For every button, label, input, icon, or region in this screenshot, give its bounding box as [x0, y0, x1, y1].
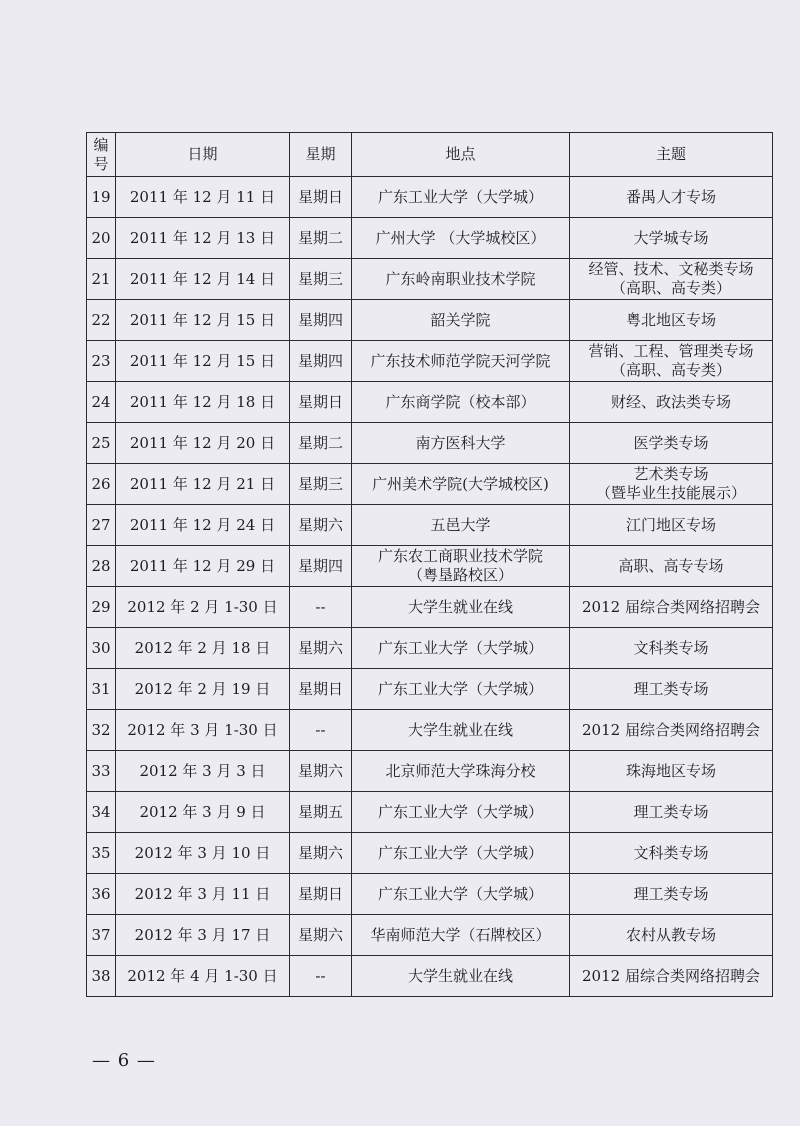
row-number: 23	[87, 341, 116, 382]
row-place	[352, 915, 570, 956]
row-topic	[570, 546, 773, 587]
row-weekday: 星期二	[290, 423, 352, 464]
row-weekday: 星期三	[290, 259, 352, 300]
row-topic	[570, 300, 773, 341]
row-number: 38	[87, 956, 116, 997]
row-number: 19	[87, 177, 116, 218]
table-row	[87, 546, 773, 587]
header-date: 日期	[116, 133, 290, 177]
row-date: 2012 年 3 月 11 日	[116, 874, 290, 915]
table-row	[87, 259, 773, 300]
table-row	[87, 505, 773, 546]
row-number: 25	[87, 423, 116, 464]
row-weekday: --	[290, 710, 352, 751]
row-place	[352, 792, 570, 833]
table-row	[87, 710, 773, 751]
row-place-line: （粤垦路校区）	[407, 566, 513, 584]
row-date: 2012 年 4 月 1-30 日	[116, 956, 290, 997]
row-weekday: 星期六	[290, 505, 352, 546]
row-topic	[570, 177, 773, 218]
page-number: — 6 —	[92, 1050, 156, 1071]
row-topic-line: 理工类专场	[633, 802, 709, 821]
row-place-line: 广东工业大学（大学城）	[377, 884, 543, 903]
row-number: 34	[87, 792, 116, 833]
row-place	[352, 259, 570, 300]
table-row	[87, 300, 773, 341]
row-place-line: 广东工业大学（大学城）	[377, 187, 543, 206]
row-topic	[570, 669, 773, 710]
table-row	[87, 751, 773, 792]
row-number: 27	[87, 505, 116, 546]
table-row	[87, 382, 773, 423]
row-date: 2012 年 2 月 1-30 日	[116, 587, 290, 628]
row-place-line: 广东工业大学（大学城）	[377, 802, 543, 821]
row-topic	[570, 382, 773, 423]
table-row	[87, 464, 773, 505]
row-weekday: 星期二	[290, 218, 352, 259]
row-date: 2012 年 3 月 17 日	[116, 915, 290, 956]
table-row	[87, 833, 773, 874]
row-topic-line: 经管、技术、文秘类专场	[588, 260, 754, 278]
row-date: 2011 年 12 月 18 日	[116, 382, 290, 423]
row-topic	[570, 915, 773, 956]
row-topic-line: 高职、高专专场	[618, 556, 724, 575]
row-date: 2012 年 2 月 19 日	[116, 669, 290, 710]
row-place-line: 广东农工商职业技术学院	[377, 547, 543, 565]
row-number: 31	[87, 669, 116, 710]
row-topic-line: 艺术类专场	[633, 465, 709, 483]
row-topic	[570, 833, 773, 874]
row-number: 24	[87, 382, 116, 423]
row-weekday: 星期六	[290, 915, 352, 956]
row-date: 2011 年 12 月 13 日	[116, 218, 290, 259]
row-topic	[570, 628, 773, 669]
row-topic-line: 江门地区专场	[625, 515, 716, 534]
row-place	[352, 710, 570, 751]
table-row	[87, 341, 773, 382]
row-topic	[570, 587, 773, 628]
row-number: 29	[87, 587, 116, 628]
row-date: 2011 年 12 月 21 日	[116, 464, 290, 505]
table-row	[87, 669, 773, 710]
row-weekday: 星期三	[290, 464, 352, 505]
row-date: 2011 年 12 月 29 日	[116, 546, 290, 587]
row-place-line: 华南师范大学（石牌校区）	[370, 925, 551, 944]
row-number: 20	[87, 218, 116, 259]
row-topic	[570, 341, 773, 382]
table-header-row	[87, 133, 773, 177]
table-row	[87, 874, 773, 915]
row-number: 21	[87, 259, 116, 300]
row-date: 2012 年 3 月 10 日	[116, 833, 290, 874]
header-place: 地点	[352, 133, 570, 177]
row-place-line: 广州大学 （大学城校区）	[375, 228, 546, 247]
row-topic-line: 粤北地区专场	[625, 310, 716, 329]
row-topic-line: 2012 届综合类网络招聘会	[582, 597, 760, 616]
row-place	[352, 382, 570, 423]
row-number: 35	[87, 833, 116, 874]
row-topic-line: 珠海地区专场	[625, 761, 716, 780]
header-weekday: 星期	[290, 133, 352, 177]
row-date: 2011 年 12 月 24 日	[116, 505, 290, 546]
row-place	[352, 833, 570, 874]
row-place-line: 大学生就业在线	[407, 966, 513, 985]
row-place-line: 大学生就业在线	[407, 597, 513, 616]
row-number: 28	[87, 546, 116, 587]
row-place-line: 广东工业大学（大学城）	[377, 843, 543, 862]
row-topic	[570, 751, 773, 792]
row-weekday: 星期四	[290, 546, 352, 587]
table-row	[87, 177, 773, 218]
row-place-line: 广东技术师范学院天河学院	[370, 351, 551, 370]
row-topic-line: 理工类专场	[633, 679, 709, 698]
row-date: 2011 年 12 月 11 日	[116, 177, 290, 218]
row-date: 2012 年 2 月 18 日	[116, 628, 290, 669]
row-number: 26	[87, 464, 116, 505]
table-row	[87, 423, 773, 464]
row-place	[352, 341, 570, 382]
row-number: 30	[87, 628, 116, 669]
row-place	[352, 423, 570, 464]
row-topic	[570, 259, 773, 300]
table-row	[87, 792, 773, 833]
table-row	[87, 956, 773, 997]
row-weekday: 星期六	[290, 833, 352, 874]
row-date: 2012 年 3 月 1-30 日	[116, 710, 290, 751]
row-place	[352, 505, 570, 546]
row-number: 37	[87, 915, 116, 956]
row-place-line: 广东岭南职业技术学院	[385, 269, 536, 288]
row-weekday: 星期日	[290, 177, 352, 218]
row-topic-line: 理工类专场	[633, 884, 709, 903]
row-place-line: 五邑大学	[430, 515, 491, 534]
row-place	[352, 546, 570, 587]
row-topic-line: 财经、政法类专场	[610, 392, 731, 411]
row-weekday: 星期日	[290, 382, 352, 423]
row-number: 32	[87, 710, 116, 751]
header-topic: 主题	[570, 133, 773, 177]
row-place	[352, 464, 570, 505]
header-number: 编 号	[87, 133, 116, 177]
row-weekday: --	[290, 956, 352, 997]
row-weekday: 星期六	[290, 628, 352, 669]
row-topic-line: 大学城专场	[633, 228, 709, 247]
row-weekday: 星期四	[290, 300, 352, 341]
row-weekday: 星期日	[290, 669, 352, 710]
row-topic	[570, 464, 773, 505]
row-place-line: 广东商学院（校本部）	[385, 392, 536, 411]
row-topic	[570, 710, 773, 751]
row-topic-line: 2012 届综合类网络招聘会	[582, 720, 760, 739]
row-date: 2011 年 12 月 15 日	[116, 300, 290, 341]
row-topic	[570, 423, 773, 464]
row-weekday: 星期四	[290, 341, 352, 382]
row-place	[352, 218, 570, 259]
row-date: 2011 年 12 月 15 日	[116, 341, 290, 382]
row-weekday: 星期六	[290, 751, 352, 792]
row-place	[352, 669, 570, 710]
row-weekday: 星期五	[290, 792, 352, 833]
row-topic	[570, 956, 773, 997]
row-place	[352, 751, 570, 792]
row-place-line: 韶关学院	[430, 310, 491, 329]
row-topic-line: 2012 届综合类网络招聘会	[582, 966, 760, 985]
row-date: 2012 年 3 月 9 日	[116, 792, 290, 833]
row-topic	[570, 874, 773, 915]
row-number: 36	[87, 874, 116, 915]
row-place	[352, 300, 570, 341]
row-place	[352, 874, 570, 915]
row-topic-line: 营销、工程、管理类专场	[588, 342, 754, 360]
row-place-line: 南方医科大学	[415, 433, 506, 452]
row-topic	[570, 792, 773, 833]
row-number: 33	[87, 751, 116, 792]
row-number: 22	[87, 300, 116, 341]
row-place-line: 大学生就业在线	[407, 720, 513, 739]
table-row	[87, 628, 773, 669]
row-place-line: 广东工业大学（大学城）	[377, 638, 543, 657]
row-topic-line: 农村从教专场	[625, 925, 716, 944]
row-weekday: --	[290, 587, 352, 628]
row-date: 2011 年 12 月 14 日	[116, 259, 290, 300]
row-topic-line: （暨毕业生技能展示）	[595, 484, 746, 502]
row-topic-line: 文科类专场	[633, 843, 709, 862]
row-place	[352, 587, 570, 628]
row-topic-line: （高职、高专类）	[610, 279, 731, 297]
row-date: 2011 年 12 月 20 日	[116, 423, 290, 464]
row-topic-line: 医学类专场	[633, 433, 709, 452]
row-place-line: 广东工业大学（大学城）	[377, 679, 543, 698]
row-place-line: 北京师范大学珠海分校	[385, 761, 536, 780]
table-row	[87, 218, 773, 259]
row-topic	[570, 218, 773, 259]
row-date: 2012 年 3 月 3 日	[116, 751, 290, 792]
row-topic-line: 番禺人才专场	[625, 187, 716, 206]
row-topic-line: 文科类专场	[633, 638, 709, 657]
table-row	[87, 915, 773, 956]
row-place-line: 广州美术学院(大学城校区)	[372, 474, 549, 493]
row-place	[352, 177, 570, 218]
row-weekday: 星期日	[290, 874, 352, 915]
table-row	[87, 587, 773, 628]
row-place	[352, 628, 570, 669]
row-topic-line: （高职、高专类）	[610, 361, 731, 379]
row-topic	[570, 505, 773, 546]
job-fair-schedule-table	[86, 132, 773, 997]
row-place	[352, 956, 570, 997]
